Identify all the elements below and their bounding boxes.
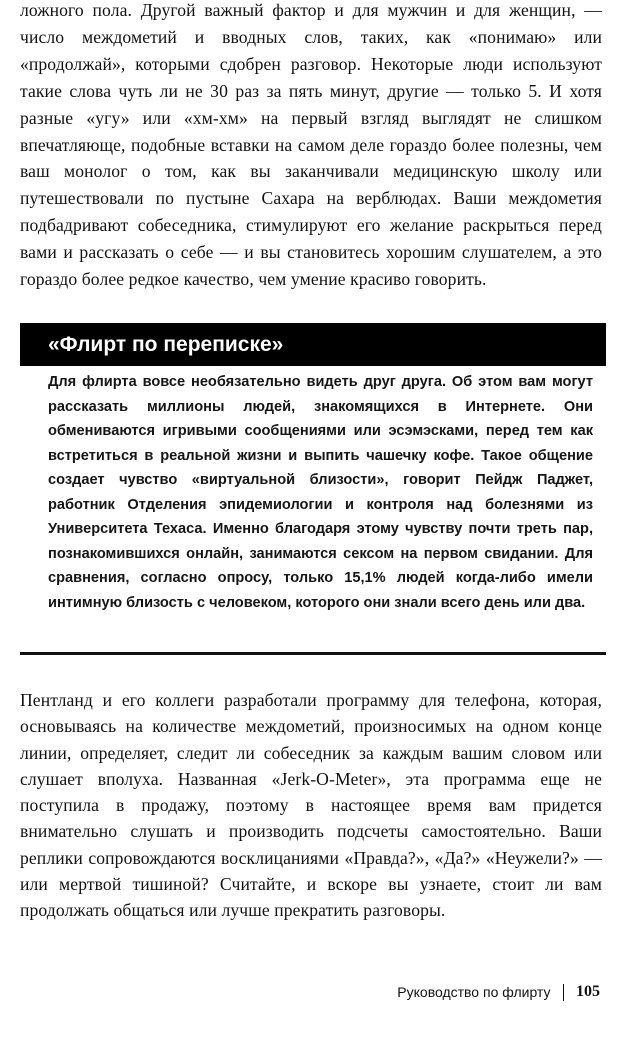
body-paragraph-bottom: Пентланд и его коллеги разработали программу для телефона, которая, основываясь на количестве междометий, произносимых на одном конце линии, определяет, следит ли собеседник за каждым вашим словом или слушает вполуха. Названная «Jerk-O-Meter», эта программа еще не поступила в продажу, поэтому в настоящее время вам придется внимательно слушать и производить подсчеты самостоятельно. Ваши реплики сопровождаются восклицаниями «Правда?», «Да?» «Неужели?» — или мертвой тишиной? Считайте, и вскоре вы узнаете, стоит ли вам продолжать общаться или лучше прекратить разговоры. bbox=[20, 690, 602, 921]
sidebar-text: Для флирта вовсе необязательно видеть друг друга. Об этом вам могут рассказать миллионы людей, знакомящихся в Интернете. Они обмениваются игривыми сообщениями или эсэмэсками, перед тем как встретиться в реальной жизни и выпить чашечку кофе. Такое общение создает чувство «виртуальной близости», говорит Пейдж Паджет, работник Отделения эпидемиологии и контроля над болезнями из Университета Техаса. Именно благодаря этому чувству почти треть пар, познакомившихся онлайн, занимаются сексом на первом свидании. Для сравнения, согласно опросу, только 15,1% людей когда-либо имели интимную близость с человеком, которого они знали всего день или два. bbox=[48, 374, 593, 611]
footer-separator bbox=[563, 984, 565, 1001]
page-footer bbox=[397, 983, 600, 1001]
running-footer-title: Руководство по флирту bbox=[397, 984, 551, 1000]
body-paragraph-top: ложного пола. Другой важный фактор и для мужчин и для женщин, — число междометий и вводных слов, таких, как «понимаю» или «продолжай», которыми сдобрен разговор. Некоторые люди используют такие слова чуть ли не 30 раз за пять минут, другие — только 5. И хотя разные «угу» или «хм-хм» на первый взгляд выглядят не слишком впечатляюще, подобные вставки на самом деле гораздо более полезны, чем ваш монолог о том, как вы заканчивали медицинскую школу или путешествовали по пустыне Сахара на верблюдах. Ваши междометия подбадривают собеседника, стимулируют его желание раскрыться перед вами и рассказать о себе — и вы становитесь хорошим слушателем, а это гораздо более редкое качество, чем умение красиво говорить. bbox=[20, 0, 602, 290]
sidebar-divider bbox=[20, 652, 606, 655]
page-number: 105 bbox=[576, 983, 600, 1000]
sidebar-title: «Флирт по переписке» bbox=[20, 323, 606, 366]
